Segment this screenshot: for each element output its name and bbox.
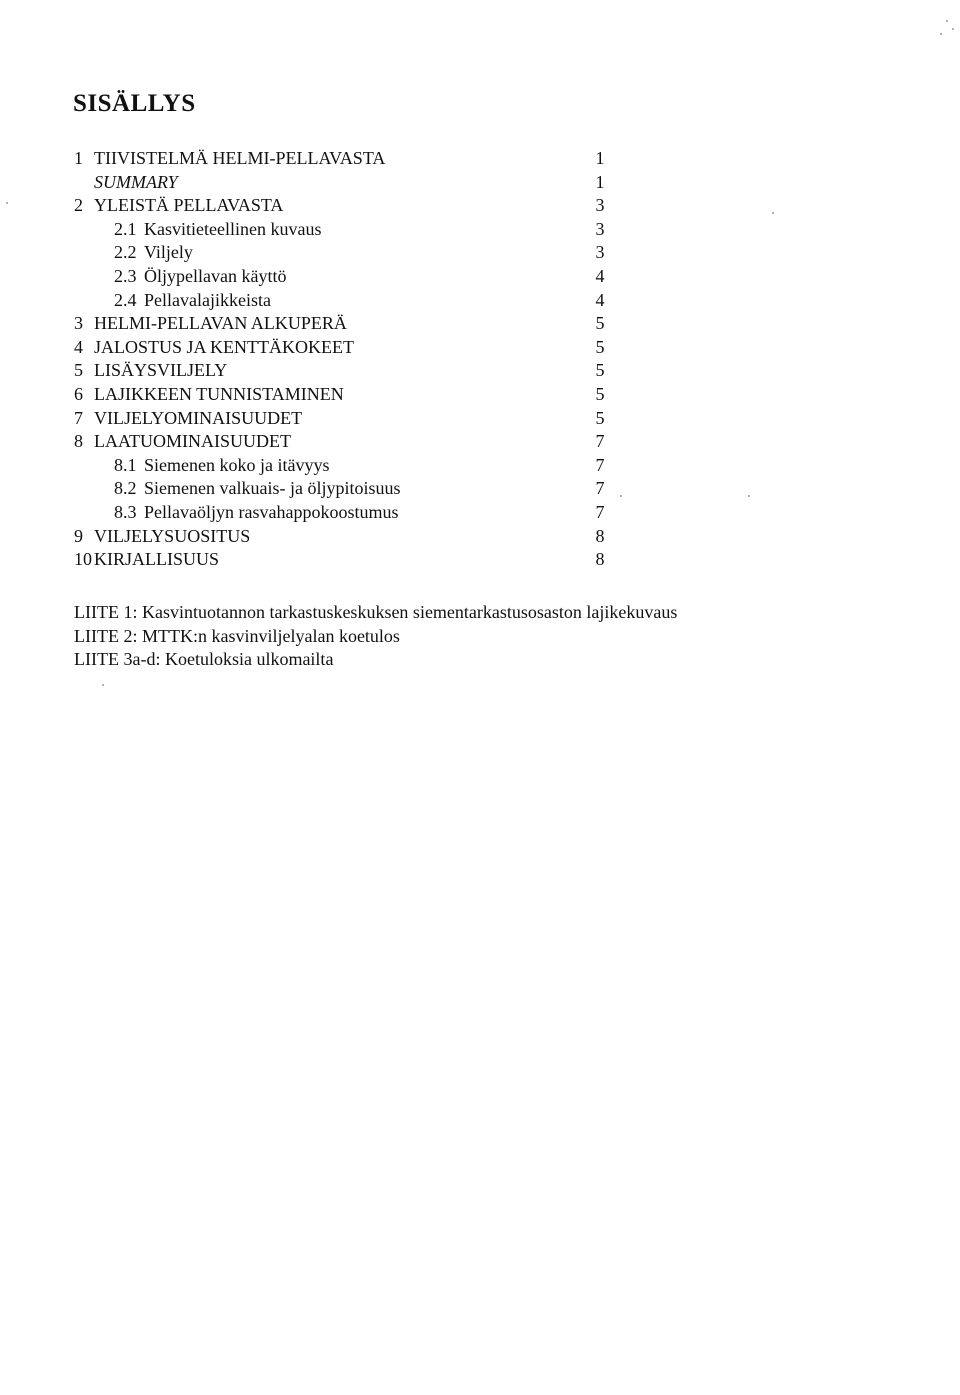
toc-row xyxy=(74,289,614,313)
toc-row xyxy=(74,548,614,572)
toc-entry-number: 4 xyxy=(74,336,83,357)
toc-entry-number: 8.3 xyxy=(114,501,137,522)
toc-page-number: 7 xyxy=(595,454,605,475)
toc-entry-number: 2 xyxy=(74,195,83,216)
scan-speck xyxy=(952,28,954,30)
toc-entry-number: 8.2 xyxy=(114,478,137,499)
toc-entry xyxy=(74,312,347,336)
toc-page-number: 3 xyxy=(595,242,605,263)
appendix-list xyxy=(74,601,677,672)
toc-entry-number: 6 xyxy=(74,383,83,404)
toc-row xyxy=(74,525,614,549)
toc-entry-label: KIRJALLISUUS xyxy=(94,549,220,570)
toc-page-number: 5 xyxy=(595,313,605,334)
toc-entry-label: TIIVISTELMÄ HELMI-PELLAVASTA xyxy=(94,148,386,168)
toc-row xyxy=(74,147,614,171)
toc-entry-label: Viljely xyxy=(144,242,193,263)
toc-entry-label: Pellavalajikkeista xyxy=(144,289,271,310)
toc-entry xyxy=(114,501,398,525)
scan-speck xyxy=(102,684,104,686)
toc-row xyxy=(74,312,614,336)
scan-speck xyxy=(772,212,774,214)
toc-page-number: 4 xyxy=(595,289,605,310)
toc-row xyxy=(74,477,614,501)
toc-row xyxy=(74,407,614,431)
toc-entry-number: 2.1 xyxy=(114,218,137,239)
toc-page-number: 7 xyxy=(595,431,605,452)
toc-entry-label: LISÄYSVILJELY xyxy=(94,360,228,381)
appendix-item: LIITE 1: Kasvintuotannon tarkastuskeskuksen siementarkastusosaston lajikekuvaus xyxy=(74,602,678,622)
scan-speck xyxy=(748,495,750,497)
toc-entry-label: LAATUOMINAISUUDET xyxy=(94,431,291,452)
toc-entry xyxy=(74,383,344,407)
toc-page-number: 3 xyxy=(595,195,605,216)
toc-row xyxy=(74,265,614,289)
toc-entry-label: Kasvitieteellinen kuvaus xyxy=(144,218,322,239)
toc-entry-number: 5 xyxy=(74,360,83,381)
scan-speck xyxy=(6,202,8,204)
toc-entry-label: Siemenen koko ja itävyys xyxy=(144,454,330,475)
toc-entry-label: Siemenen valkuais- ja öljypitoisuus xyxy=(144,478,401,499)
toc-page-number: 5 xyxy=(595,336,605,357)
toc-row xyxy=(74,194,614,218)
toc-page-number: 8 xyxy=(595,525,605,546)
toc-entry-number: 2.2 xyxy=(114,242,137,263)
toc-entry-number: 3 xyxy=(74,313,83,334)
toc-entry-number: 7 xyxy=(74,407,83,428)
toc-entry-number: 8 xyxy=(74,431,83,452)
toc-entry-label: HELMI-PELLAVAN ALKUPERÄ xyxy=(94,313,347,334)
toc-page-number: 1 xyxy=(595,148,605,168)
toc-entry-number: 2.4 xyxy=(114,289,137,310)
toc-entry-label: VILJELYSUOSITUS xyxy=(94,525,251,546)
toc-entry-number: 2.3 xyxy=(114,265,137,286)
toc-row xyxy=(74,454,614,478)
toc-entry-number: 9 xyxy=(74,525,83,546)
toc-entry xyxy=(74,407,302,431)
toc-page-number: 7 xyxy=(595,478,605,499)
toc-entry xyxy=(74,359,227,383)
toc-entry xyxy=(74,430,291,454)
scan-speck xyxy=(946,20,948,22)
toc-row xyxy=(74,241,614,265)
toc-row xyxy=(74,430,614,454)
toc-row xyxy=(74,171,614,195)
toc-entry xyxy=(74,336,354,360)
toc-page-number: 5 xyxy=(595,383,605,404)
toc-row xyxy=(74,501,614,525)
toc-entry-label: YLEISTÄ PELLAVASTA xyxy=(94,195,284,216)
toc-entry-number: 1 xyxy=(74,148,83,168)
toc-entry xyxy=(94,171,178,195)
toc-entry xyxy=(114,477,400,501)
toc-entry xyxy=(114,241,193,265)
toc-entry-label: JALOSTUS JA KENTTÄKOKEET xyxy=(94,336,354,357)
appendix-item: LIITE 3a-d: Koetuloksia ulkomailta xyxy=(74,649,334,670)
toc-page-number: 7 xyxy=(595,501,605,522)
toc-page-number: 5 xyxy=(595,360,605,381)
toc-row xyxy=(74,383,614,407)
page-title: SISÄLLYS xyxy=(73,90,196,117)
toc-page-number: 3 xyxy=(595,218,605,239)
toc-entry-number: 10 xyxy=(74,549,92,570)
toc-entry-label: Öljypellavan käyttö xyxy=(144,265,287,286)
toc-row xyxy=(74,218,614,242)
toc-entry-number: 8.1 xyxy=(114,454,137,475)
toc-entry-label: Pellavaöljyn rasvahappokoostumus xyxy=(144,501,399,522)
toc-row xyxy=(74,359,614,383)
toc-entry xyxy=(114,218,321,242)
toc-row xyxy=(74,336,614,360)
toc-entry xyxy=(74,525,250,549)
toc-entry xyxy=(74,194,283,218)
toc-entry xyxy=(74,548,219,572)
toc-entry-label: SUMMARY xyxy=(94,171,178,192)
toc-entry xyxy=(74,147,385,171)
toc-page-number: 4 xyxy=(595,265,605,286)
toc-entry xyxy=(114,289,271,313)
table-of-contents xyxy=(74,147,614,572)
toc-page-number: 8 xyxy=(595,549,605,570)
scan-speck xyxy=(940,33,942,35)
toc-entry xyxy=(114,454,329,478)
toc-page-number: 5 xyxy=(595,407,605,428)
toc-entry-label: VILJELYOMINAISUUDET xyxy=(94,407,303,428)
toc-page-number: 1 xyxy=(595,171,605,192)
appendix-item: LIITE 2: MTTK:n kasvinviljelyalan koetulos xyxy=(74,625,400,646)
toc-entry xyxy=(114,265,286,289)
toc-entry-label: LAJIKKEEN TUNNISTAMINEN xyxy=(94,383,344,404)
scan-speck xyxy=(620,495,622,497)
